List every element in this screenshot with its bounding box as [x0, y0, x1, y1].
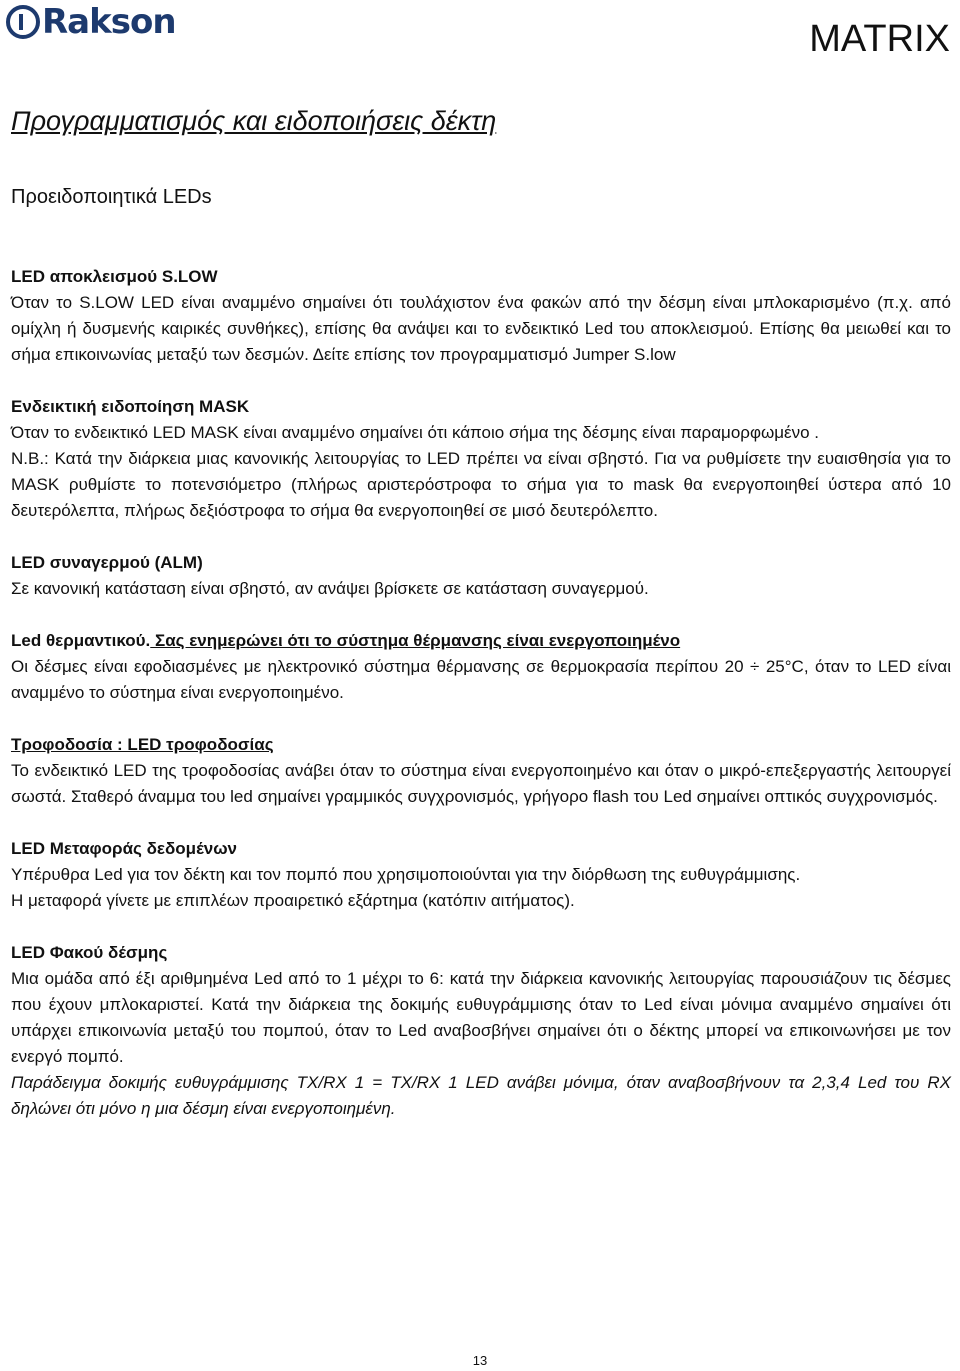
- heading-alarm: LED συναγερμού (ALM): [11, 553, 203, 572]
- heading-data: LED Μεταφοράς δεδομένων: [11, 839, 238, 858]
- page-title: Προγραμματισμός και ειδοποιήσεις δέκτη: [11, 106, 497, 136]
- brand-logo: [6, 2, 176, 42]
- section-alarm: [11, 550, 951, 602]
- section-heater: [11, 628, 951, 706]
- section-power: [11, 732, 951, 810]
- brand-name: Rakson: [42, 2, 176, 42]
- text-data-2: Η μεταφορά γίνετε με επιπλέων προαιρετικό εξάρτημα (κατόπιν αιτήματος).: [11, 891, 575, 910]
- section-mask: [11, 394, 951, 524]
- heading-heater-label: Led θερμαντικού.: [11, 631, 151, 650]
- text-slow: Όταν το S.LOW LED είναι αναμμένο σημαίνει ότι τουλάχιστον ένα φακών από την δέσμη είναι μπλοκαρισμένο (π.χ. από ομίχλη ή δυσμενής καιρικές συνθήκες), επίσης θα ανάψει και το ενδεικτικό Led του αποκλεισμού. Επίσης θα μειωθεί και το σήμα επικοινωνίας μεταξύ των δεσμών. Δείτε επίσης τον προγραμματισμό Jumper S.low: [11, 293, 951, 364]
- text-lens-example: Παράδειγμα δοκιμής ευθυγράμμισης TX/RX 1 = TX/RX 1 LED ανάβει μόνιμα, όταν αναβοσβήνουν τα 2,3,4 Led του RX δηλώνει ότι μόνο η μια δέσμη είναι ενεργοποιημένη.: [11, 1073, 951, 1118]
- heading-power: Τροφοδοσία : LED τροφοδοσίας: [11, 735, 274, 754]
- logo-power-icon: [6, 5, 40, 39]
- section-data: [11, 836, 951, 914]
- text-power: Το ενδεικτικό LED της τροφοδοσίας ανάβει όταν το σύστημα είναι ενεργοποιημένο και όταν ο μικρό-επεξεργαστής λειτουργεί σωστά. Σταθερό άναμμα του led σημαίνει γραμμικός συγχρονισμός, γρήγορο flash του Led σημαίνει οπτικός συγχρονισμός.: [11, 761, 951, 806]
- section-lens: [11, 940, 951, 1122]
- document-body: [11, 264, 951, 1148]
- page-number: 13: [472, 1353, 488, 1368]
- heading-mask: Ενδεικτική ειδοποίηση MASK: [11, 397, 250, 416]
- text-alarm: Σε κανονική κατάσταση είναι σβηστό, αν ανάψει βρίσκετε σε κατάσταση συναγερμού.: [11, 579, 649, 598]
- heading-heater: [11, 628, 951, 654]
- model-name: MATRIX: [809, 18, 950, 60]
- text-mask-1: Όταν το ενδεικτικό LED MASK είναι αναμμένο σημαίνει ότι κάποιο σήμα της δέσμης είναι παραμορφωμένο .: [11, 423, 820, 442]
- section-title: Προειδοποιητικά LEDs: [11, 186, 212, 208]
- heading-heater-note: Σας ενημερώνει ότι το σύστημα θέρμανσης είναι ενεργοποιημένο: [150, 631, 681, 650]
- section-slow: [11, 264, 951, 368]
- text-heater: Οι δέσμες είναι εφοδιασμένες με ηλεκτρονικό σύστημα θέρμανσης σε θερμοκρασία περίπου 20 ÷ 25°C, όταν το LED είναι αναμμένο το σύστημα είναι ενεργοποιημένο.: [11, 657, 951, 702]
- text-lens: Μια ομάδα από έξι αριθμημένα Led από το 1 μέχρι το 6: κατά την διάρκεια κανονικής λειτουργίας παρουσιάζουν τις δέσμες που έχουν μπλοκαριστεί. Κατά την διάρκεια της δοκιμής ευθυγράμμισης όταν το Led είναι μόνιμα αναμμένο σημαίνει ότι υπάρχει επικοινωνία μεταξύ του πομπού, όταν το Led αναβοσβήνει σημαίνει ότι ο δέκτης μπορεί να επικοινωνήσει με τον ενεργό πομπό.: [11, 969, 951, 1066]
- heading-lens: LED Φακού δέσμης: [11, 943, 168, 962]
- text-data-1: Υπέρυθρα Led για τον δέκτη και τον πομπό που χρησιμοποιούνται για την διόρθωση της ευθυγράμμισης.: [11, 865, 801, 884]
- heading-slow: LED αποκλεισμού S.LOW: [11, 267, 218, 286]
- text-mask-2: N.B.: Κατά την διάρκεια μιας κανονικής λειτουργίας το LED πρέπει να είναι σβηστό. Για να ρυθμίσετε την ευαισθησία για το MASK ρυθμίστε το ποτενσιόμετρο (πλήρως αριστερόστροφα το σήμα για το mask θα ενεργοποιηθεί ύστερα από 10 δευτερόλεπτα, πλήρως δεξιόστροφα το σήμα θα ενεργοποιηθεί σε μισό δευτερόλεπτο.: [11, 449, 951, 520]
